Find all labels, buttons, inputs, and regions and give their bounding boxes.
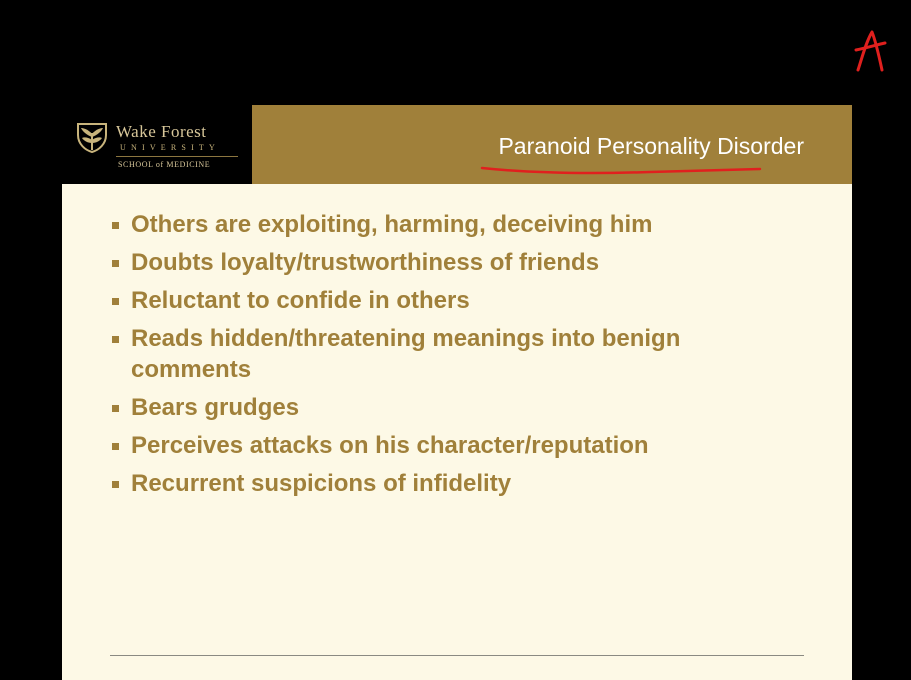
logo-university: UNIVERSITY xyxy=(120,143,220,152)
bullet-item xyxy=(112,323,752,385)
logo-wordmark: Wake Forest xyxy=(116,122,207,141)
footer-divider xyxy=(110,655,804,656)
logo-school: SCHOOL of MEDICINE xyxy=(118,160,211,169)
bullet-text: Others are exploiting, harming, deceiving him xyxy=(131,211,653,238)
red-underline-annotation xyxy=(480,163,762,177)
bullet-marker xyxy=(112,336,119,343)
bullet-text: Recurrent suspicions of infidelity xyxy=(131,470,512,497)
bullet-text: Reads hidden/threatening meanings into benign comments xyxy=(131,325,681,383)
bullet-marker xyxy=(112,298,119,305)
bullet-list xyxy=(112,209,752,506)
bullet-item xyxy=(112,209,752,240)
handwritten-a-annotation xyxy=(852,28,888,74)
slide-title: Paranoid Personality Disorder xyxy=(498,133,804,159)
bullet-marker xyxy=(112,222,119,229)
bullet-item xyxy=(112,247,752,278)
bullet-marker xyxy=(112,260,119,267)
bullet-item xyxy=(112,430,752,461)
bullet-item xyxy=(112,392,752,423)
bullet-item xyxy=(112,285,752,316)
bullet-marker xyxy=(112,443,119,450)
slide-header xyxy=(62,105,852,184)
bullet-text: Perceives attacks on his character/reputation xyxy=(131,432,649,459)
slide xyxy=(62,105,852,680)
bullet-marker xyxy=(112,405,119,412)
bullet-text: Bears grudges xyxy=(131,394,300,421)
bullet-item xyxy=(112,468,752,499)
bullet-text: Doubts loyalty/trustworthiness of friends xyxy=(131,249,600,276)
wake-forest-logo xyxy=(62,105,252,184)
logo-divider xyxy=(116,156,238,157)
bullet-marker xyxy=(112,481,119,488)
wake-forest-shield-icon xyxy=(76,121,108,153)
bullet-text: Reluctant to confide in others xyxy=(131,287,470,314)
